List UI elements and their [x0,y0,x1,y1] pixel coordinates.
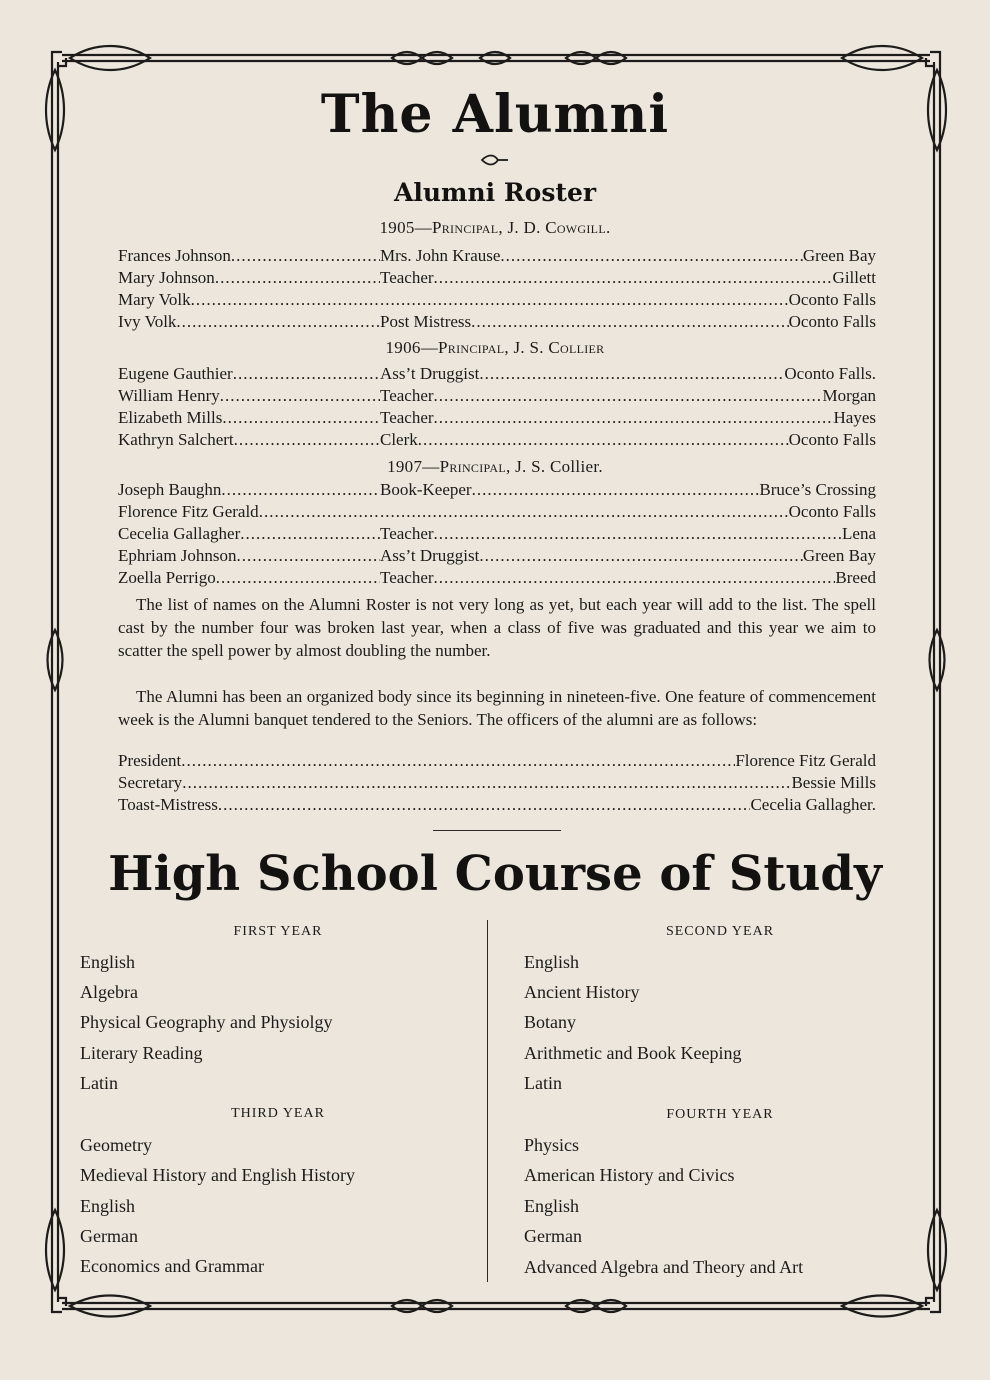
subject-item: Advanced Algebra and Theory and Art [524,1257,804,1277]
page-title: The Alumni [320,84,670,145]
roster-row: Mary Volk ..... ..... Oconto Falls [118,289,876,311]
roster-row: Eugene Gauthier ..... Ass’t Druggist ..... Oconto Falls. [118,363,876,385]
subject-item: English [524,1196,580,1216]
subject-item: Physical Geography and Physiolgy [80,1012,333,1032]
column-divider [487,920,488,1282]
year-heading-first: FIRST YEAR [233,924,323,939]
subject-item: Geometry [80,1135,152,1155]
subject-item: Botany [524,1012,576,1032]
section-divider [433,830,561,831]
roster-row: Cecelia Gallagher ..... Teacher ..... Lena [118,523,876,545]
subject-item: German [80,1226,138,1246]
roster-row: Ivy Volk ..... Post Mistress ..... Oconto Falls [118,311,876,333]
roster-paragraph: The list of names on the Alumni Roster is not very long as yet, but each year will add to the list. The spell cast by the number four was broken last year, when a class of five was graduated and this year we aim to scatter the spell power by almost doubling the number. [118,595,876,660]
subject-item: Latin [524,1073,562,1093]
roster-row: Joseph Baughn ..... Book-Keeper ..... Bruce’s Crossing [118,479,876,501]
roster-row: Florence Fitz Gerald ..... ..... Oconto Falls [118,501,876,523]
year-heading-third: THIRD YEAR [231,1106,325,1121]
officer-row: Secretary ..... Bessie Mills [118,772,876,794]
subject-item: Literary Reading [80,1043,203,1063]
subject-item: Economics and Grammar [80,1256,264,1276]
roster-row: William Henry ..... Teacher ..... Morgan [118,385,876,407]
roster-subtitle: Alumni Roster [393,178,597,207]
officer-row: Toast-Mistress ..... Cecelia Gallagher. [118,794,876,816]
class-heading-1906: 1906—Principal, J. S. Collier [385,338,605,357]
subject-item: English [80,1196,136,1216]
subject-item: Arithmetic and Book Keeping [524,1043,742,1063]
subject-item: American History and Civics [524,1165,735,1185]
roster-row: Ephriam Johnson ..... Ass’t Druggist ..... Green Bay [118,545,876,567]
roster-row: Elizabeth Mills ..... Teacher ..... Hayes [118,407,876,429]
subject-item: Algebra [80,982,138,1002]
ornament-icon [480,154,510,166]
class-heading-1907: 1907—Principal, J. S. Collier. [387,457,603,476]
subject-item: Latin [80,1073,118,1093]
roster-row: Mary Johnson ..... Teacher ..... Gillett [118,267,876,289]
year-heading-second: SECOND YEAR [665,924,775,939]
roster-row: Frances Johnson ..... Mrs. John Krause ..... Green Bay [118,245,876,267]
roster-row: Zoella Perrigo ..... Teacher ..... Breed [118,567,876,589]
subject-item: Medieval History and English History [80,1165,355,1185]
roster-row: Kathryn Salchert ..... Clerk ..... Oconto Falls [118,429,876,451]
officer-row: President ..... Florence Fitz Gerald [118,750,876,772]
subject-item: English [80,952,136,972]
year-heading-fourth: FOURTH YEAR [666,1107,774,1122]
course-title: High School Course of Study [108,846,882,902]
subject-item: Physics [524,1135,580,1155]
subject-item: German [524,1226,582,1246]
class-heading-1905: 1905—Principal, J. D. Cowgill. [379,218,611,237]
subject-item: English [524,952,580,972]
subject-item: Ancient History [524,982,640,1002]
alumni-paragraph: The Alumni has been an organized body since its beginning in nineteen-five. One feature of commencement week is the Alumni banquet tendered to the Seniors. The officers of the alumni are as follows: [118,687,876,729]
